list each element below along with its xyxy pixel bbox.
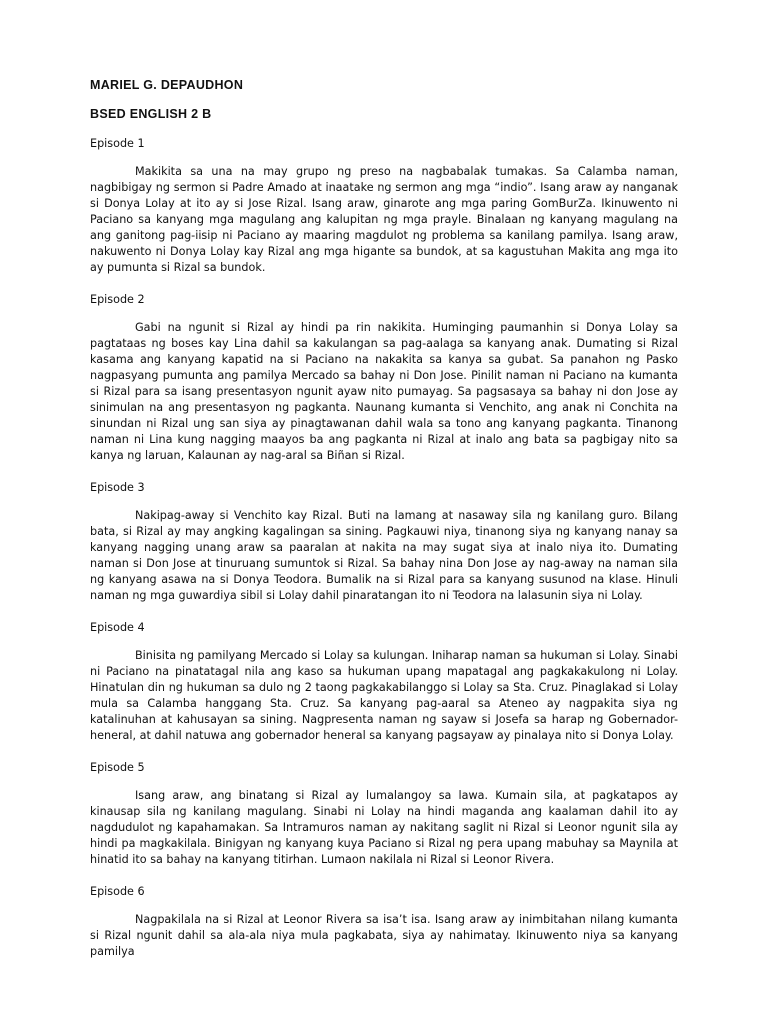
episode-2-section bbox=[90, 292, 678, 464]
episode-paragraph: Makikita sa una na may grupo ng preso na nagbabalak tumakas. Sa Calamba naman, nagbibigay ng sermon si Padre Amado at inaatake ng sermon ang mga “indio”. Isang araw ay nanganak si Donya Lolay at ito ay si Jose Rizal. Isang araw, ginarote ang mga paring GomBurZa. Ikinuwento ni Paciano sa kanyang mga magulang ang kalupitan ng mga prayle. Binalaan ng kanyang magulang na ang ganitong pag-iisip ni Paciano ay maaring magdulot ng problema sa kanilang pamilya. Isang araw, nakuwento ni Donya Lolay kay Rizal ang mga higante sa bundok, at sa kagustuhan Makita ang mga ito ay pumunta si Rizal sa bundok. bbox=[90, 165, 678, 274]
episode-heading: Episode 5 bbox=[90, 761, 145, 774]
episode-paragraph: Isang araw, ang binatang si Rizal ay lumalangoy sa lawa. Kumain sila, at pagkatapos ay kinausap sila ng kanilang magulang. Sinabi ni Lolay na hindi maganda ang kaalaman dahil ito ay nagdudulot ng kapahamakan. Sa Intramuros naman ay nakitang saglit ni Rizal si Leonor ngunit sila ay hindi pa magkakilala. Binigyan ng kanyang kuya Paciano si Rizal ng pera upang mabuhay sa Maynila at hinatid ito sa bahay na kanyang titirhan. Lumaon nakilala ni Rizal si Leonor Rivera. bbox=[90, 789, 678, 866]
author-name: MARIEL G. DEPAUDHON bbox=[90, 78, 244, 92]
episode-paragraph: Gabi na ngunit si Rizal ay hindi pa rin nakikita. Huminging paumanhin si Donya Lolay sa pagtataas ng boses kay Lina dahil sa kakulangan sa pag-aalaga sa kanyang anak. Dumating si Rizal kasama ang kanyang kapatid na si Paciano na nakakita sa kanya sa gubat. Sa panahon ng Pasko nagpasyang pumunta ang pamilya Mercado sa bahay ni Don Jose. Pinilit naman ni Paciano na kumanta si Rizal para sa isang presentasyon ngunit ayaw nito pumayag. Sa pagsasaya sa bahay ni don Jose ay sinimulan na ang presentasyon ng pagkanta. Naunang kumanta si Venchito, ang anak ni Conchita na sinundan ni Rizal ung san siya ay pinagtawanan dahil wala sa tono ang kanyang pagkanta. Tinanong naman ni Lina kung nagging maayos ba ang pagkanta ni Rizal at inalo ang bata sa pagbigay nito sa kanya ng laruan, Kalaunan ay nag-aral sa Biñan si Rizal. bbox=[90, 321, 678, 462]
episode-heading: Episode 6 bbox=[90, 885, 145, 898]
episode-heading: Episode 2 bbox=[90, 293, 145, 306]
episode-heading: Episode 4 bbox=[90, 621, 145, 634]
episode-heading: Episode 1 bbox=[90, 137, 145, 150]
episode-heading: Episode 3 bbox=[90, 481, 145, 494]
episode-1-section bbox=[90, 136, 678, 276]
episode-3-section bbox=[90, 480, 678, 604]
episode-paragraph: Nagpakilala na si Rizal at Leonor Rivera sa isa’t isa. Isang araw ay inimbitahan nilang kumanta si Rizal ngunit dahil sa ala-ala niya mula pagkabata, siya ay nahimatay. Ikinuwento niya sa kanyang pamilya bbox=[90, 913, 678, 958]
document-page bbox=[90, 78, 678, 976]
episode-6-section bbox=[90, 884, 678, 960]
episode-paragraph: Binisita ng pamilyang Mercado si Lolay sa kulungan. Iniharap naman sa hukuman si Lolay. Sinabi ni Paciano na pinatatagal nila ang kaso sa hukuman upang mapatagal ang pagkakakulong ni Lolay. Hinatulan din ng hukuman sa dulo ng 2 taong pagkakabilanggo si Lolay sa Sta. Cruz. Pinaglakad si Lolay mula sa Calamba hanggang Sta. Cruz. Sa kanyang pag-aaral sa Ateneo ay nagpakita siya ng katalinuhan at kahusayan sa sining. Nagpresenta naman ng sayaw si Josefa sa harap ng Gobernador-heneral, at dahil natuwa ang gobernador heneral sa kanyang pagsayaw ay pinalaya nito si Donya Lolay. bbox=[90, 649, 678, 742]
episode-5-section bbox=[90, 760, 678, 868]
class-section: BSED ENGLISH 2 B bbox=[90, 107, 212, 121]
episode-4-section bbox=[90, 620, 678, 744]
episode-paragraph: Nakipag-away si Venchito kay Rizal. Buti na lamang at nasaway sila ng kanilang guro. Bilang bata, si Rizal ay may angking kagalingan sa sining. Pagkauwi niya, tinanong siya ng kanyang nanay sa kanyang nagging unang araw sa paaralan at nakita na may sugat siya at inalo niya ito. Dumating naman si Don Jose at tinuruang sumuntok si Rizal. Sa bahay nina Don Jose ay nag-away na naman sila ng kanyang asawa na si Donya Teodora. Bumalik na si Rizal para sa kanyang susunod na klase. Hinuli naman ng mga guwardiya sibil si Lolay dahil pinaratangan ito ni Teodora na lalasunin siya ni Lolay. bbox=[90, 509, 678, 602]
